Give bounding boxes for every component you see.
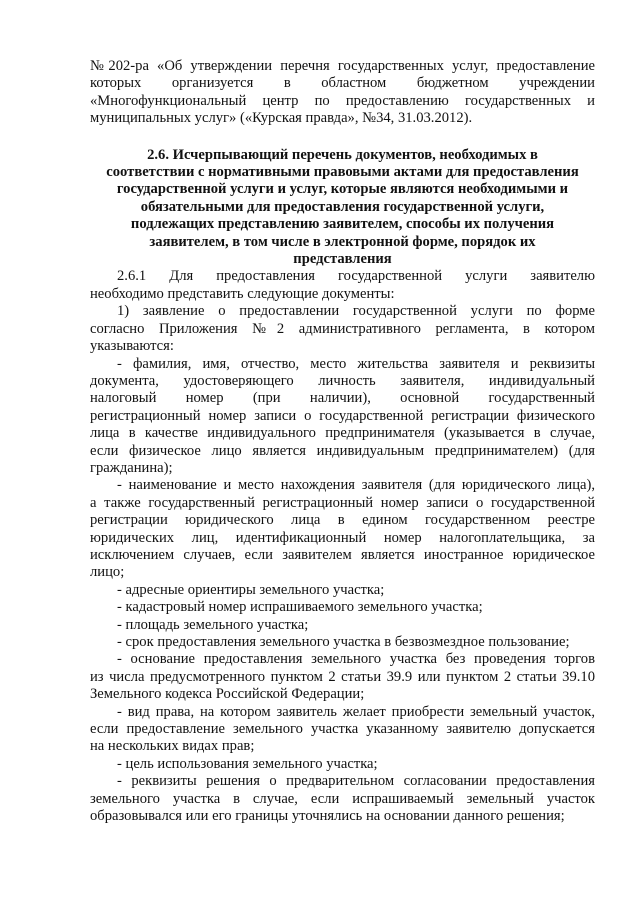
paragraph-application [90, 303, 595, 355]
heading-line: подлежащих представлению заявителем, способы их получения [130, 216, 555, 233]
list-item-applicant-legal [90, 477, 595, 581]
document-page [90, 58, 595, 825]
text-line: указываются: [90, 338, 174, 355]
text-line: - фамилия, имя, отчество, место жительства заявителя и реквизиты [117, 355, 595, 372]
text-line: на нескольких видах прав; [90, 738, 255, 755]
list-item-address: - адресные ориентиры земельного участка; [117, 581, 385, 598]
heading-line: заявителем, в том числе в электронной форме, порядок их [149, 233, 536, 250]
text-line: если предоставление земельного участка указанному заявителю допускается [90, 721, 595, 738]
list-item-purpose: - цель использования земельного участка; [117, 755, 378, 772]
text-line: - вид права, на котором заявитель желает приобрести земельный участок, [117, 703, 595, 720]
text-line: «Многофункциональный центр по предоставлению государственных и [90, 92, 595, 109]
heading-line: государственной услуги и услуг, которые являются необходимыми и [116, 181, 569, 198]
text-line: исключением случаев, если заявителем является иностранное юридическое [90, 546, 595, 563]
text-line: а также государственный регистрационный номер записи о государственной [90, 494, 595, 511]
text-line: земельного участка в случае, если испрашиваемый земельный участок [90, 790, 595, 807]
heading-line: соответствии с нормативными правовыми актами для предоставления [106, 164, 579, 181]
text-line: - наименование и место нахождения заявителя (для юридического лица), [117, 477, 595, 494]
text-line: необходимо представить следующие документы: [90, 285, 395, 302]
text-line: Земельного кодекса Российской Федерации; [90, 686, 365, 703]
text-line: лицо; [90, 564, 125, 581]
heading-line: 2.6. Исчерпывающий перечень документов, необходимых в [147, 146, 538, 163]
paragraph-2-6-1 [90, 268, 595, 303]
text-line: образовывался или его границы уточнялись на основании данного решения; [90, 808, 565, 825]
text-line: регистрационный номер записи о государственной регистрации физического [90, 407, 595, 424]
text-line: документа, удостоверяющего личность заявителя, индивидуальный [90, 372, 595, 389]
text-line: - реквизиты решения о предварительном согласовании предоставления [117, 773, 595, 790]
list-item-applicant-person [90, 356, 595, 478]
list-item-right-type [90, 704, 595, 756]
list-item-term: - срок предоставления земельного участка в безвозмездное пользование; [117, 634, 570, 650]
text-line: из числа предусмотренного пунктом 2 статьи 39.9 или пунктом 2 статьи 39.10 [90, 668, 595, 685]
list-item-area: - площадь земельного участка; [117, 616, 309, 633]
list-item-cadastral: - кадастровый номер испрашиваемого земельного участка; [117, 599, 483, 616]
text-line: юридических лиц, идентификационный номер налогоплательщика, за [90, 529, 595, 546]
text-line: 1) заявление о предоставлении государственной услуги по форме [117, 303, 595, 320]
text-line: которых организуется в областном бюджетном учреждении [90, 75, 595, 92]
list-item-basis [90, 651, 595, 703]
text-line: №202-ра «Об утверждении перечня государственных услуг, предоставление [90, 58, 595, 74]
text-line: муниципальных услуг» («Курская правда», №34, 31.03.2012). [90, 110, 473, 127]
text-line: регистрации юридического лица в едином государственном реестре [90, 512, 595, 529]
text-line: налоговый номер (при наличии), основной государственный [90, 390, 595, 407]
heading-line: представления [293, 251, 392, 268]
text-line: согласно Приложения №2 административного регламента, в котором [90, 320, 595, 337]
text-line: 2.6.1 Для предоставления государственной услуги заявителю [117, 268, 595, 285]
text-line: гражданина); [90, 459, 173, 476]
text-line: - основание предоставления земельного участка без проведения торгов [117, 651, 595, 668]
text-line: лица в качестве индивидуального предпринимателя (указывается в случае, [90, 425, 595, 442]
list-item-decision [90, 773, 595, 825]
text-line: если физическое лицо является индивидуальным предпринимателем) (для [90, 442, 595, 459]
heading-line: обязательными для предоставления государственной услуги, [140, 198, 545, 215]
intro-paragraph [90, 58, 595, 128]
section-heading [90, 147, 595, 269]
